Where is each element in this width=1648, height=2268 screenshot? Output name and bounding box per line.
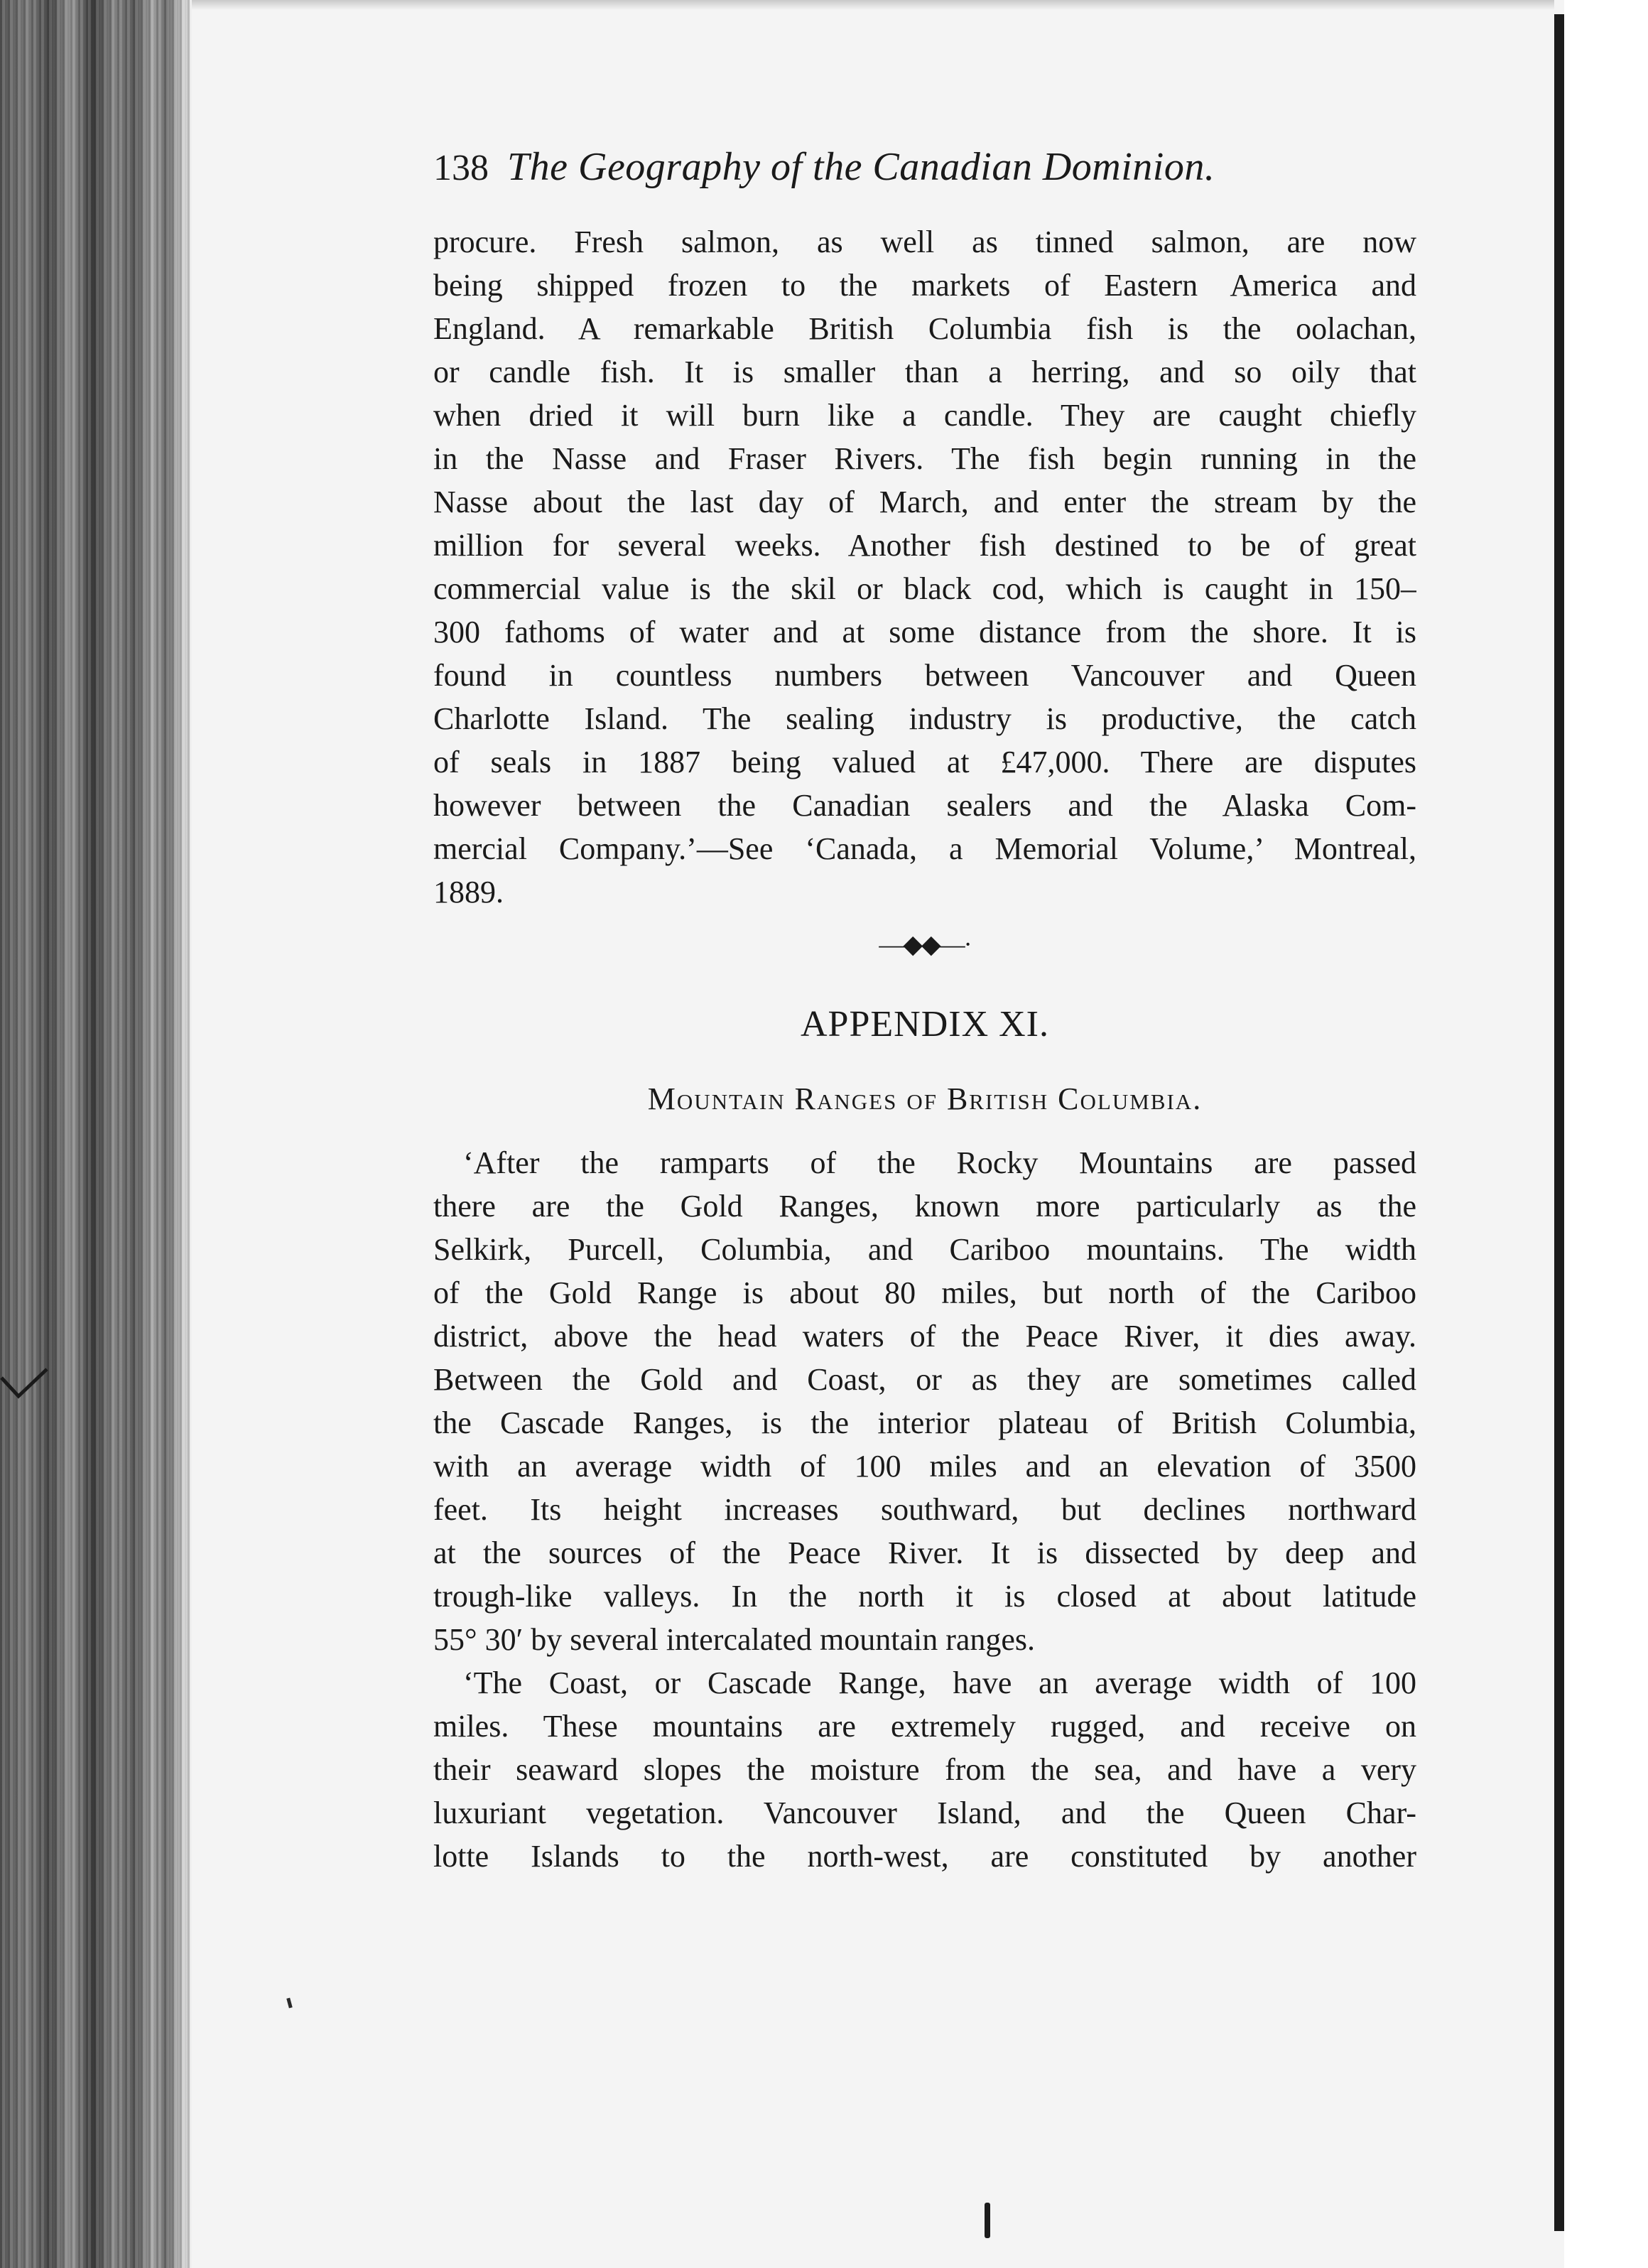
text-line: district, above the head waters of the Peace River, it dies away. <box>433 1319 1416 1354</box>
text-line: the Cascade Ranges, is the interior plateau of British Columbia, <box>433 1405 1416 1440</box>
scan-mark <box>985 2203 990 2238</box>
text-line: or candle fish. It is smaller than a herring, and so oily that <box>433 355 1416 389</box>
text-line: of the Gold Range is about 80 miles, but north of the Cariboo <box>433 1275 1416 1310</box>
text-line: England. A remarkable British Columbia fish is the oolachan, <box>433 311 1416 346</box>
text-line: however between the Canadian sealers and the Alaska Com- <box>433 788 1416 823</box>
text-line: mercial Company.’—See ‘Canada, a Memorial Volume,’ Montreal, <box>433 831 1416 866</box>
text-line: being shipped frozen to the markets of Eastern America and <box>433 268 1416 303</box>
page-text-block <box>433 142 1416 1878</box>
section-heading: Mountain Ranges of British Columbia. <box>647 1081 1203 1116</box>
facing-page-edge <box>1554 14 1564 2231</box>
text-line: luxuriant vegetation. Vancouver Island, and the Queen Char- <box>433 1796 1416 1830</box>
appendix-heading: APPENDIX XI. <box>801 1004 1049 1044</box>
paragraph-coast-range <box>433 1661 1416 1878</box>
text-line: when dried it will burn like a candle. They are caught chiefly <box>433 398 1416 433</box>
text-line: miles. These mountains are extremely rugged, and receive on <box>433 1709 1416 1744</box>
text-line: lotte Islands to the north-west, are constituted by another <box>433 1839 1416 1874</box>
text-line: 55° 30′ by several intercalated mountain ranges. <box>433 1622 1036 1657</box>
book-binding-edge <box>0 0 192 2268</box>
paragraph-continuation <box>433 220 1416 914</box>
text-line: of seals in 1887 being valued at £47,000. There are disputes <box>433 745 1416 779</box>
text-line: commercial value is the skil or black cod, which is caught in 150– <box>433 571 1416 606</box>
text-line: at the sources of the Peace River. It is dissected by deep and <box>433 1535 1416 1570</box>
scan-speck <box>286 1998 292 2009</box>
facing-page <box>1564 0 1648 2268</box>
text-line: Charlotte Island. The sealing industry is productive, the catch <box>433 701 1416 736</box>
text-line: Between the Gold and Coast, or as they are sometimes called <box>433 1362 1416 1397</box>
text-line: with an average width of 100 miles and an elevation of 3500 <box>433 1449 1416 1484</box>
page-top-shadow <box>192 0 1554 10</box>
text-line: ‘The Coast, or Cascade Range, have an average width of 100 <box>463 1665 1416 1700</box>
text-line: 300 fathoms of water and at some distance from the shore. It is <box>433 615 1416 649</box>
paragraph-gold-ranges <box>433 1141 1416 1661</box>
running-title: The Geography of the Canadian Dominion. <box>507 145 1215 189</box>
text-line: their seaward slopes the moisture from the sea, and have a very <box>433 1752 1416 1787</box>
binding-mark-icon <box>0 1368 57 1425</box>
text-line: there are the Gold Ranges, known more particularly as the <box>433 1189 1416 1224</box>
text-line: in the Nasse and Fraser Rivers. The fish begin running in the <box>433 441 1416 476</box>
text-line: procure. Fresh salmon, as well as tinned salmon, are now <box>433 225 1416 259</box>
page-number: 138 <box>433 148 489 188</box>
text-line: feet. Its height increases southward, but declines northward <box>433 1492 1416 1527</box>
text-line: million for several weeks. Another fish destined to be of great <box>433 528 1416 563</box>
running-head <box>433 142 1416 192</box>
section-ornament: —◆◆—· <box>879 930 971 958</box>
text-line: ‘After the ramparts of the Rocky Mountains are passed <box>463 1145 1416 1180</box>
text-line: Nasse about the last day of March, and enter the stream by the <box>433 485 1416 519</box>
text-line: found in countless numbers between Vancouver and Queen <box>433 658 1416 693</box>
text-line: trough-like valleys. In the north it is closed at about latitude <box>433 1579 1416 1614</box>
text-line: Selkirk, Purcell, Columbia, and Cariboo mountains. The width <box>433 1232 1416 1267</box>
text-line: 1889. <box>433 875 504 909</box>
